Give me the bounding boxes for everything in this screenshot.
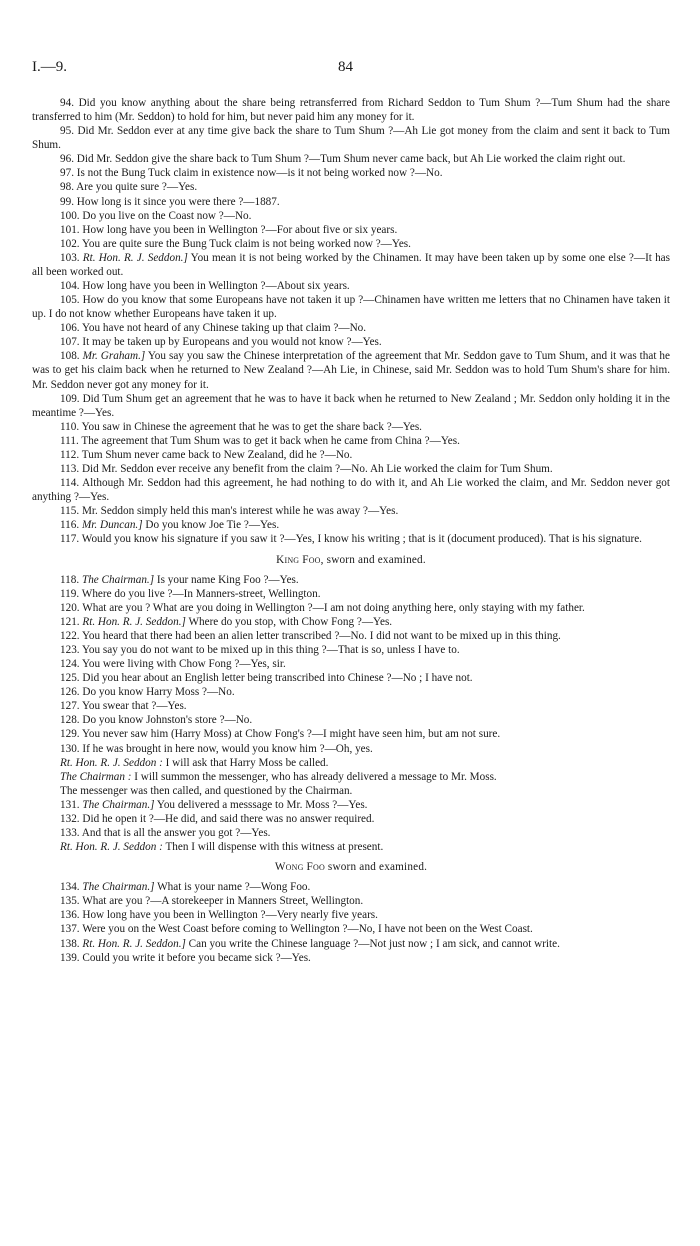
paragraph-text: The messenger was then called, and questioned by the Chairman. — [60, 784, 353, 797]
question-paragraph — [32, 448, 670, 462]
paragraph-text: Did Mr. Seddon ever receive any benefit from the claim ?—No. Ah Lie worked the claim for Tum Shum. — [81, 463, 553, 476]
witness-heading — [32, 860, 670, 874]
paragraph-text: You say you saw the Chinese interpretation of the agreement that Mr. Seddon gave to Tum Shum, and it was that he was to get his claim back when he returned to New Zealand ?—Ah Lie, in Chinese, said Mr. Seddon was to hold Tum Shum's share for him. Mr. Seddon never got any money for it. — [32, 350, 670, 391]
paragraph-text: You are quite sure the Bung Tuck claim is not being worked now ?—Yes. — [81, 237, 411, 250]
question-paragraph — [32, 195, 670, 209]
question-paragraph — [32, 937, 670, 951]
question-number: 124. — [60, 658, 80, 671]
question-paragraph — [32, 922, 670, 936]
question-paragraph — [32, 573, 670, 587]
question-paragraph — [32, 434, 670, 448]
question-number: 127. — [60, 700, 80, 713]
question-paragraph — [32, 462, 670, 476]
question-number: 95. — [60, 125, 74, 138]
question-number: 105. — [60, 294, 80, 307]
question-paragraph — [32, 420, 670, 434]
paragraph-text: You delivered a messsage to Mr. Moss ?—Yes. — [156, 798, 368, 811]
question-paragraph — [32, 727, 670, 741]
question-paragraph — [32, 392, 670, 420]
paragraph-text: I will ask that Harry Moss be called. — [165, 756, 329, 769]
paragraph-text: How do you know that some Europeans have not taken it up ?—Chinamen have written me letters that no Chinamen have taken it up. I do not know whether Europeans have taken it up. — [32, 294, 670, 321]
paragraph-text: Did he open it ?—He did, and said there was no answer required. — [82, 812, 375, 825]
question-paragraph — [32, 152, 670, 166]
question-number: 111. — [60, 434, 79, 447]
question-number: 115. — [60, 505, 80, 518]
paragraph-text: Did you know anything about the share being retransferred from Richard Seddon to Tum Shum ?—Tum Shum had the share transferred to him (Mr. Seddon) to hold for him, but never paid him any money for it. — [32, 97, 670, 124]
question-paragraph — [32, 699, 670, 713]
paragraph-text: Do you live on the Coast now ?—No. — [82, 209, 252, 222]
question-number: 107. — [60, 336, 80, 349]
paragraph-text: Do you know Joe Tie ?—Yes. — [145, 519, 280, 532]
question-paragraph — [32, 321, 670, 335]
question-number: 130. — [60, 742, 80, 755]
paragraph-text: Is not the Bung Tuck claim in existence now—is it not being worked now ?—No. — [76, 167, 443, 180]
paragraph-text: You mean it is not being worked by the Chinamen. It may have been taken up by some one else ?—It has all been worked out. — [32, 251, 671, 278]
speaker-name: Rt. Hon. R. J. Seddon : — [60, 756, 163, 769]
question-number: 110. — [60, 420, 80, 433]
speaker-name: The Chairman.] — [82, 798, 155, 811]
paragraph-text: Did Mr. Seddon give the share back to Tum Shum ?—Tum Shum never came back, but Ah Lie worked the claim right out. — [76, 153, 626, 166]
question-paragraph — [32, 180, 670, 194]
paragraph-text: You say you do not want to be mixed up in this thing ?—That is so, unless I have to. — [81, 643, 460, 656]
question-paragraph — [32, 826, 670, 840]
paragraph-text: It may be taken up by Europeans and you would not know ?—Yes. — [82, 336, 382, 349]
paragraph-text: You never saw him (Harry Moss) at Chow Fong's ?—I might have seen him, but am not sure. — [81, 728, 501, 741]
question-paragraph — [32, 349, 670, 391]
paragraph-text: Mr. Seddon simply held this man's interest while he was away ?—Yes. — [81, 505, 399, 518]
question-paragraph — [32, 894, 670, 908]
question-paragraph — [32, 335, 670, 349]
speaker-name: Mr. Duncan.] — [81, 519, 143, 532]
question-number: 138. — [60, 937, 80, 950]
question-number: 97. — [60, 167, 74, 180]
question-paragraph — [32, 237, 670, 251]
page-number: 84 — [338, 59, 353, 75]
speaker-name: Rt. Hon. R. J. Seddon.] — [82, 251, 188, 264]
witness-name: Wong Foo — [274, 861, 325, 874]
paragraph-text: You saw in Chinese the agreement that he was to get the share back ?—Yes. — [81, 420, 422, 433]
question-number: 123. — [60, 643, 80, 656]
question-paragraph — [32, 629, 670, 643]
question-number: 125. — [60, 672, 80, 685]
paragraph-text: How long have you been in Wellington ?—For about five or six years. — [82, 223, 398, 236]
statement-paragraph — [32, 756, 670, 770]
paragraph-text: What are you ?—A storekeeper in Manners Street, Wellington. — [82, 895, 364, 908]
question-paragraph — [32, 476, 670, 504]
paragraph-text: Would you know his signature if you saw it ?—Yes, I know his writing ; that is it (document produced). That is his signature. — [81, 533, 642, 546]
question-number: 102. — [60, 237, 80, 250]
question-paragraph — [32, 713, 670, 727]
question-number: 114. — [60, 477, 80, 490]
paragraph-text: And that is all the answer you got ?—Yes. — [81, 826, 271, 839]
question-paragraph — [32, 293, 670, 321]
speaker-name: Rt. Hon. R. J. Seddon.] — [82, 615, 186, 628]
page-header — [32, 60, 670, 78]
question-paragraph — [32, 880, 670, 894]
question-number: 133. — [60, 826, 80, 839]
question-paragraph — [32, 671, 670, 685]
paragraph-text: What are you ? What are you doing in Wellington ?—I am not doing anything here, only staying with my father. — [82, 601, 585, 614]
question-paragraph — [32, 643, 670, 657]
question-number: 106. — [60, 322, 80, 335]
witness-name: King Foo — [276, 553, 321, 566]
question-number: 137. — [60, 923, 80, 936]
paragraph-text: Are you quite sure ?—Yes. — [76, 181, 198, 194]
paragraph-text: Tum Shum never came back to New Zealand, did he ?—No. — [81, 448, 353, 461]
speaker-name: Rt. Hon. R. J. Seddon : — [60, 841, 163, 854]
question-paragraph — [32, 798, 670, 812]
question-number: 128. — [60, 714, 80, 727]
paragraph-text: Can you write the Chinese language ?—Not just now ; I am sick, and cannot write. — [188, 937, 560, 950]
question-number: 104. — [60, 280, 80, 293]
paragraph-text: Then I will dispense with this witness at present. — [165, 841, 384, 854]
question-paragraph — [32, 223, 670, 237]
statement-paragraph — [32, 840, 670, 854]
paragraph-text: Do you know Harry Moss ?—No. — [82, 686, 235, 699]
statement-paragraph — [32, 784, 670, 798]
speaker-name: The Chairman.] — [82, 881, 155, 894]
heading-rest: sworn and examined. — [324, 861, 428, 874]
question-number: 101. — [60, 223, 80, 236]
question-paragraph — [32, 279, 670, 293]
question-number: 100. — [60, 209, 80, 222]
question-paragraph — [32, 742, 670, 756]
paragraph-text: Were you on the West Coast before coming to Wellington ?—No, I have not been on the West Coast. — [82, 923, 533, 936]
paragraph-text: Did Tum Shum get an agreement that he was to have it back when he returned to New Zealand ; Mr. Seddon only holding it in the meantime ?—Yes. — [32, 392, 671, 419]
question-paragraph — [32, 615, 670, 629]
question-paragraph — [32, 96, 670, 124]
question-number: 113. — [60, 463, 80, 476]
paragraph-text: You have not heard of any Chinese taking up that claim ?—No. — [81, 322, 367, 335]
question-number: 135. — [60, 895, 80, 908]
question-number: 134. — [60, 881, 80, 894]
question-paragraph — [32, 685, 670, 699]
paragraph-text: What is your name ?—Wong Foo. — [157, 881, 311, 894]
question-number: 120. — [60, 601, 80, 614]
question-paragraph — [32, 657, 670, 671]
question-paragraph — [32, 209, 670, 223]
paragraph-text: You swear that ?—Yes. — [81, 700, 187, 713]
speaker-name: Mr. Graham.] — [82, 350, 146, 363]
question-paragraph — [32, 518, 670, 532]
document-reference: I.—9. — [32, 59, 67, 75]
question-number: 116. — [60, 519, 80, 532]
paragraph-text: Did you hear about an English letter being transcribed into Chinese ?—No ; I have not. — [82, 672, 473, 685]
paragraph-text: I will summon the messenger, who has already delivered a message to Mr. Moss. — [134, 770, 497, 783]
question-paragraph — [32, 504, 670, 518]
question-number: 126. — [60, 686, 80, 699]
question-number: 122. — [60, 629, 80, 642]
paragraph-text: Do you know Johnston's store ?—No. — [82, 714, 253, 727]
statement-paragraph — [32, 770, 670, 784]
question-paragraph — [32, 908, 670, 922]
question-number: 136. — [60, 909, 80, 922]
paragraph-text: The agreement that Tum Shum was to get it back when he came from China ?—Yes. — [81, 434, 460, 447]
paragraph-text: You heard that there had been an alien letter transcribed ?—No. I did not want to be mixed up in this thing. — [81, 629, 561, 642]
question-number: 108. — [60, 350, 80, 363]
paragraph-text: How long have you been in Wellington ?—Very nearly five years. — [82, 909, 378, 922]
question-number: 94. — [60, 97, 74, 109]
speaker-name: The Chairman : — [60, 770, 132, 783]
witness-heading — [32, 553, 670, 567]
question-number: 99. — [60, 195, 74, 208]
question-number: 112. — [60, 448, 80, 461]
question-number: 103. — [60, 251, 80, 264]
question-number: 131. — [60, 798, 80, 811]
heading-rest: , sworn and examined. — [320, 553, 426, 566]
question-paragraph — [32, 532, 670, 546]
question-paragraph — [32, 601, 670, 615]
speaker-name: Rt. Hon. R. J. Seddon.] — [82, 937, 186, 950]
question-number: 98. — [60, 181, 74, 194]
paragraph-text: How long have you been in Wellington ?—About six years. — [82, 280, 350, 293]
question-number: 117. — [60, 533, 80, 546]
paragraph-text: You were living with Chow Fong ?—Yes, sir. — [81, 658, 286, 671]
question-number: 96. — [60, 153, 74, 166]
question-number: 132. — [60, 812, 80, 825]
question-number: 119. — [60, 587, 80, 600]
question-paragraph — [32, 812, 670, 826]
question-number: 118. — [60, 573, 80, 586]
paragraph-text: If he was brought in here now, would you know him ?—Oh, yes. — [82, 742, 373, 755]
paragraph-text: How long is it since you were there ?—1887. — [76, 195, 280, 208]
paragraph-text: Is your name King Foo ?—Yes. — [156, 573, 299, 586]
paragraph-text: Did Mr. Seddon ever at any time give back the share to Tum Shum ?—Ah Lie got money from the claim and sent it back to Tum Shum. — [32, 125, 671, 152]
question-number: 109. — [60, 392, 80, 405]
question-paragraph — [32, 166, 670, 180]
question-paragraph — [32, 124, 670, 152]
question-number: 121. — [60, 615, 80, 628]
paragraph-text: Where do you stop, with Chow Fong ?—Yes. — [188, 615, 393, 628]
speaker-name: The Chairman.] — [81, 573, 155, 586]
question-number: 139. — [60, 951, 80, 964]
paragraph-text: Could you write it before you became sick ?—Yes. — [82, 951, 311, 964]
paragraph-text: Although Mr. Seddon had this agreement, he had nothing to do with it, and Ah Lie worked the claim, and Mr. Seddon never got anything ?—Yes. — [32, 477, 670, 504]
question-paragraph — [32, 251, 670, 279]
document-body — [32, 96, 670, 965]
question-paragraph — [32, 951, 670, 965]
question-paragraph — [32, 587, 670, 601]
paragraph-text: Where do you live ?—In Manners-street, Wellington. — [81, 587, 321, 600]
question-number: 129. — [60, 728, 80, 741]
